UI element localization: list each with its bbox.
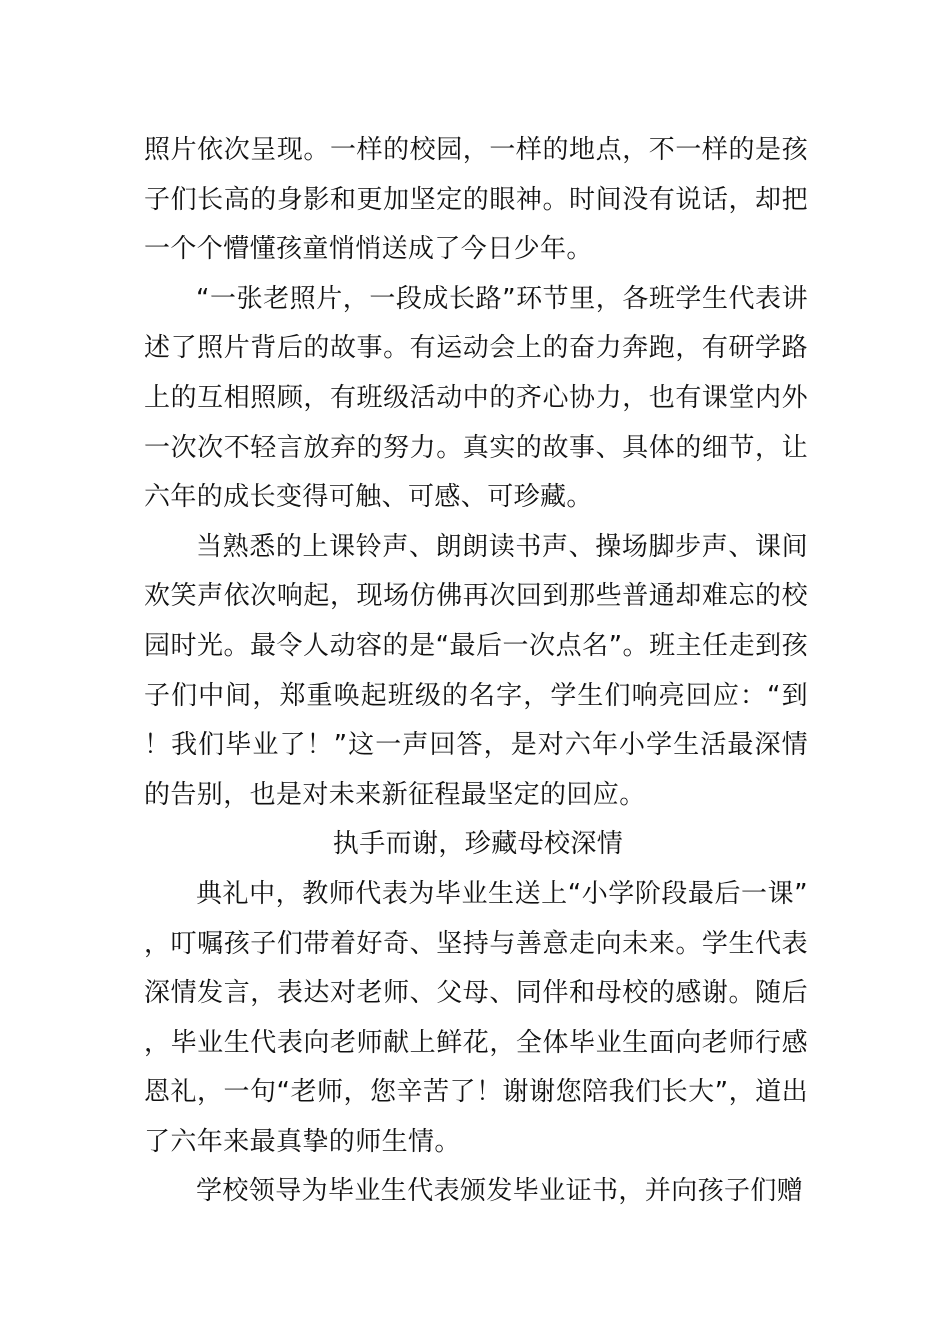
paragraph-last-roll-call: 当熟悉的上课铃声、朗朗读书声、操场脚步声、课间欢笑声依次响起，现场仿佛再次回到那些普通却难忘的校园时光。最令人动容的是“最后一次点名”。班主任走到孩子们中间，郑重唤起班级的名字，学生们响亮回应：“到！我们毕业了！”这一声回答，是对六年小学生活最深情的告别，也是对未来新征程最坚定的回应。	[144, 531, 808, 810]
paragraph-photos: 照片依次呈现。一样的校园，一样的地点，不一样的是孩子们长高的身影和更加坚定的眼神。时间没有说话，却把一个个懵懂孩童悄悄送成了今日少年。	[144, 135, 808, 265]
paragraph-thanks-teachers: 典礼中，教师代表为毕业生送上“小学阶段最后一课”，叮嘱孩子们带着好奇、坚持与善意走向未来。学生代表深情发言，表达对老师、父母、同伴和母校的感谢。随后，毕业生代表向老师献上鲜花，全体毕业生面向老师行感恩礼，一句“老师，您辛苦了！谢谢您陪我们长大”，道出了六年来最真挚的师生情。	[144, 878, 808, 1157]
document-body	[144, 126, 808, 1217]
section-heading: 执手而谢，珍藏母校深情	[332, 829, 624, 860]
paragraph-certificates: 学校领导为毕业生代表颁发毕业证书，并向孩子们赠	[196, 1176, 804, 1207]
paragraph-old-photo-stories: “一张老照片，一段成长路”环节里，各班学生代表讲述了照片背后的故事。有运动会上的奋力奔跑，有研学路上的互相照顾，有班级活动中的齐心协力，也有课堂内外一次次不轻言放弃的努力。真实的故事、具体的细节，让六年的成长变得可触、可感、可珍藏。	[144, 283, 808, 513]
